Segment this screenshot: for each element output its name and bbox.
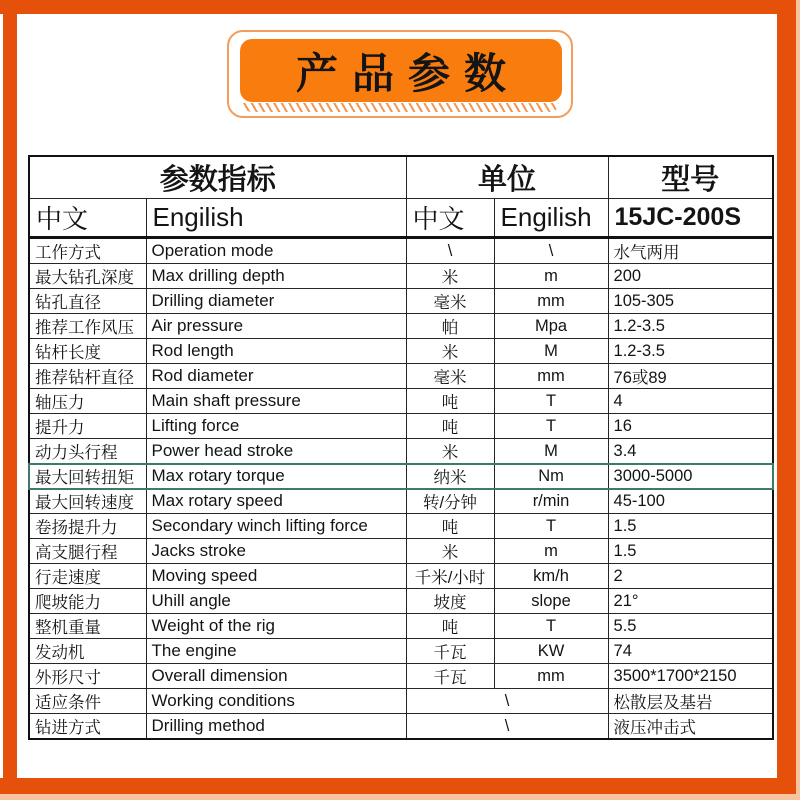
param-cn-cell: 工作方式 <box>29 238 146 264</box>
param-cn-cell: 动力头行程 <box>29 439 146 464</box>
param-en-cell: Rod length <box>146 339 406 364</box>
param-cn-cell: 爬坡能力 <box>29 589 146 614</box>
frame-left-bar <box>3 0 17 795</box>
model-value-cell: 松散层及基岩 <box>608 689 773 714</box>
header-unit-cn: 中文 <box>406 199 494 238</box>
unit-en-cell: KW <box>494 639 608 664</box>
param-en-cell: Overall dimension <box>146 664 406 689</box>
param-en-cell: Uhill angle <box>146 589 406 614</box>
spec-table <box>28 155 774 740</box>
unit-cn-cell: 千米/小时 <box>406 564 494 589</box>
unit-cn-cell: 千瓦 <box>406 664 494 689</box>
param-en-cell: Secondary winch lifting force <box>146 514 406 539</box>
table-row <box>29 689 773 714</box>
unit-cn-cell: 米 <box>406 264 494 289</box>
unit-en-cell: m <box>494 264 608 289</box>
param-cn-cell: 推荐工作风压 <box>29 314 146 339</box>
param-en-cell: Max drilling depth <box>146 264 406 289</box>
unit-en-cell: \ <box>494 238 608 264</box>
title-banner-plate <box>240 39 562 102</box>
header-param-cn: 中文 <box>29 199 146 238</box>
header-unit-group: 单位 <box>406 156 608 199</box>
unit-cn-cell: 坡度 <box>406 589 494 614</box>
unit-cn-cell: 吨 <box>406 614 494 639</box>
frame-bottom-edge-highlight <box>0 794 800 800</box>
unit-en-cell: m <box>494 539 608 564</box>
param-cn-cell: 钻杆长度 <box>29 339 146 364</box>
param-en-cell: Working conditions <box>146 689 406 714</box>
table-row <box>29 314 773 339</box>
header-model-value: 15JC-200S <box>608 199 773 238</box>
frame-bottom-bar <box>0 778 800 795</box>
table-row <box>29 339 773 364</box>
unit-en-cell: mm <box>494 364 608 389</box>
param-en-cell: Air pressure <box>146 314 406 339</box>
unit-cn-cell: 毫米 <box>406 289 494 314</box>
param-cn-cell: 行走速度 <box>29 564 146 589</box>
table-row <box>29 389 773 414</box>
page-title: 产品参数 <box>295 48 520 98</box>
unit-cn-cell: 米 <box>406 539 494 564</box>
unit-en-cell: T <box>494 514 608 539</box>
model-value-cell: 76或89 <box>608 364 773 389</box>
param-cn-cell: 发动机 <box>29 639 146 664</box>
model-value-cell: 1.2-3.5 <box>608 339 773 364</box>
param-cn-cell: 推荐钻杆直径 <box>29 364 146 389</box>
unit-cn-cell: 吨 <box>406 514 494 539</box>
param-en-cell: Power head stroke <box>146 439 406 464</box>
frame-right-edge-highlight <box>796 0 800 800</box>
unit-cn-cell: 帕 <box>406 314 494 339</box>
param-en-cell: Weight of the rig <box>146 614 406 639</box>
model-value-cell: 5.5 <box>608 614 773 639</box>
unit-cn-cell: \ <box>406 714 608 740</box>
param-en-cell: Drilling diameter <box>146 289 406 314</box>
param-cn-cell: 钻孔直径 <box>29 289 146 314</box>
table-row <box>29 289 773 314</box>
model-value-cell: 4 <box>608 389 773 414</box>
table-row <box>29 264 773 289</box>
model-value-cell: 2 <box>608 564 773 589</box>
spec-table-body <box>29 238 773 740</box>
param-en-cell: Drilling method <box>146 714 406 740</box>
unit-cn-cell: \ <box>406 238 494 264</box>
unit-en-cell: Mpa <box>494 314 608 339</box>
unit-cn-cell: 米 <box>406 439 494 464</box>
param-cn-cell: 外形尺寸 <box>29 664 146 689</box>
param-en-cell: Jacks stroke <box>146 539 406 564</box>
unit-en-cell: slope <box>494 589 608 614</box>
title-banner <box>227 30 573 118</box>
banner-hatch-shadow <box>243 103 559 112</box>
model-value-cell: 105-305 <box>608 289 773 314</box>
model-value-cell: 16 <box>608 414 773 439</box>
param-cn-cell: 钻进方式 <box>29 714 146 740</box>
unit-cn-cell: 吨 <box>406 389 494 414</box>
frame-right-bar <box>777 0 796 795</box>
table-row <box>29 614 773 639</box>
table-row <box>29 714 773 740</box>
table-row <box>29 238 773 264</box>
table-row <box>29 564 773 589</box>
model-value-cell: 1.5 <box>608 539 773 564</box>
model-value-cell: 1.2-3.5 <box>608 314 773 339</box>
param-cn-cell: 轴压力 <box>29 389 146 414</box>
unit-cn-cell: 吨 <box>406 414 494 439</box>
model-value-cell: 水气两用 <box>608 238 773 264</box>
unit-cn-cell: 转/分钟 <box>406 489 494 514</box>
table-row <box>29 464 773 489</box>
param-en-cell: Rod diameter <box>146 364 406 389</box>
table-row <box>29 514 773 539</box>
table-row <box>29 664 773 689</box>
header-param-en: Engilish <box>146 199 406 238</box>
header-unit-en: Engilish <box>494 199 608 238</box>
param-en-cell: Max rotary torque <box>146 464 406 489</box>
param-cn-cell: 最大回转速度 <box>29 489 146 514</box>
unit-en-cell: T <box>494 389 608 414</box>
table-row <box>29 414 773 439</box>
unit-cn-cell: 纳米 <box>406 464 494 489</box>
param-cn-cell: 卷扬提升力 <box>29 514 146 539</box>
unit-en-cell: T <box>494 614 608 639</box>
unit-en-cell: T <box>494 414 608 439</box>
table-row <box>29 439 773 464</box>
param-en-cell: Main shaft pressure <box>146 389 406 414</box>
table-row <box>29 364 773 389</box>
model-value-cell: 1.5 <box>608 514 773 539</box>
unit-en-cell: Nm <box>494 464 608 489</box>
unit-en-cell: mm <box>494 289 608 314</box>
header-model-group: 型号 <box>608 156 773 199</box>
header-param-group: 参数指标 <box>29 156 406 199</box>
unit-en-cell: r/min <box>494 489 608 514</box>
unit-cn-cell: 千瓦 <box>406 639 494 664</box>
table-row <box>29 489 773 514</box>
model-value-cell: 200 <box>608 264 773 289</box>
param-cn-cell: 提升力 <box>29 414 146 439</box>
param-en-cell: Lifting force <box>146 414 406 439</box>
param-en-cell: The engine <box>146 639 406 664</box>
param-cn-cell: 高支腿行程 <box>29 539 146 564</box>
param-en-cell: Max rotary speed <box>146 489 406 514</box>
param-en-cell: Moving speed <box>146 564 406 589</box>
param-cn-cell: 最大钻孔深度 <box>29 264 146 289</box>
header-sub-row <box>29 199 773 238</box>
table-row <box>29 639 773 664</box>
unit-en-cell: km/h <box>494 564 608 589</box>
unit-en-cell: M <box>494 439 608 464</box>
model-value-cell: 3500*1700*2150 <box>608 664 773 689</box>
unit-cn-cell: \ <box>406 689 608 714</box>
unit-cn-cell: 毫米 <box>406 364 494 389</box>
param-cn-cell: 最大回转扭矩 <box>29 464 146 489</box>
model-value-cell: 45-100 <box>608 489 773 514</box>
model-value-cell: 3000-5000 <box>608 464 773 489</box>
spec-table-header <box>29 156 773 238</box>
frame-top-bar <box>0 0 800 14</box>
table-row <box>29 539 773 564</box>
table-row <box>29 589 773 614</box>
model-value-cell: 74 <box>608 639 773 664</box>
model-value-cell: 21° <box>608 589 773 614</box>
param-en-cell: Operation mode <box>146 238 406 264</box>
header-group-row <box>29 156 773 199</box>
unit-en-cell: mm <box>494 664 608 689</box>
unit-en-cell: M <box>494 339 608 364</box>
unit-cn-cell: 米 <box>406 339 494 364</box>
model-value-cell: 液压冲击式 <box>608 714 773 740</box>
param-cn-cell: 适应条件 <box>29 689 146 714</box>
model-value-cell: 3.4 <box>608 439 773 464</box>
param-cn-cell: 整机重量 <box>29 614 146 639</box>
